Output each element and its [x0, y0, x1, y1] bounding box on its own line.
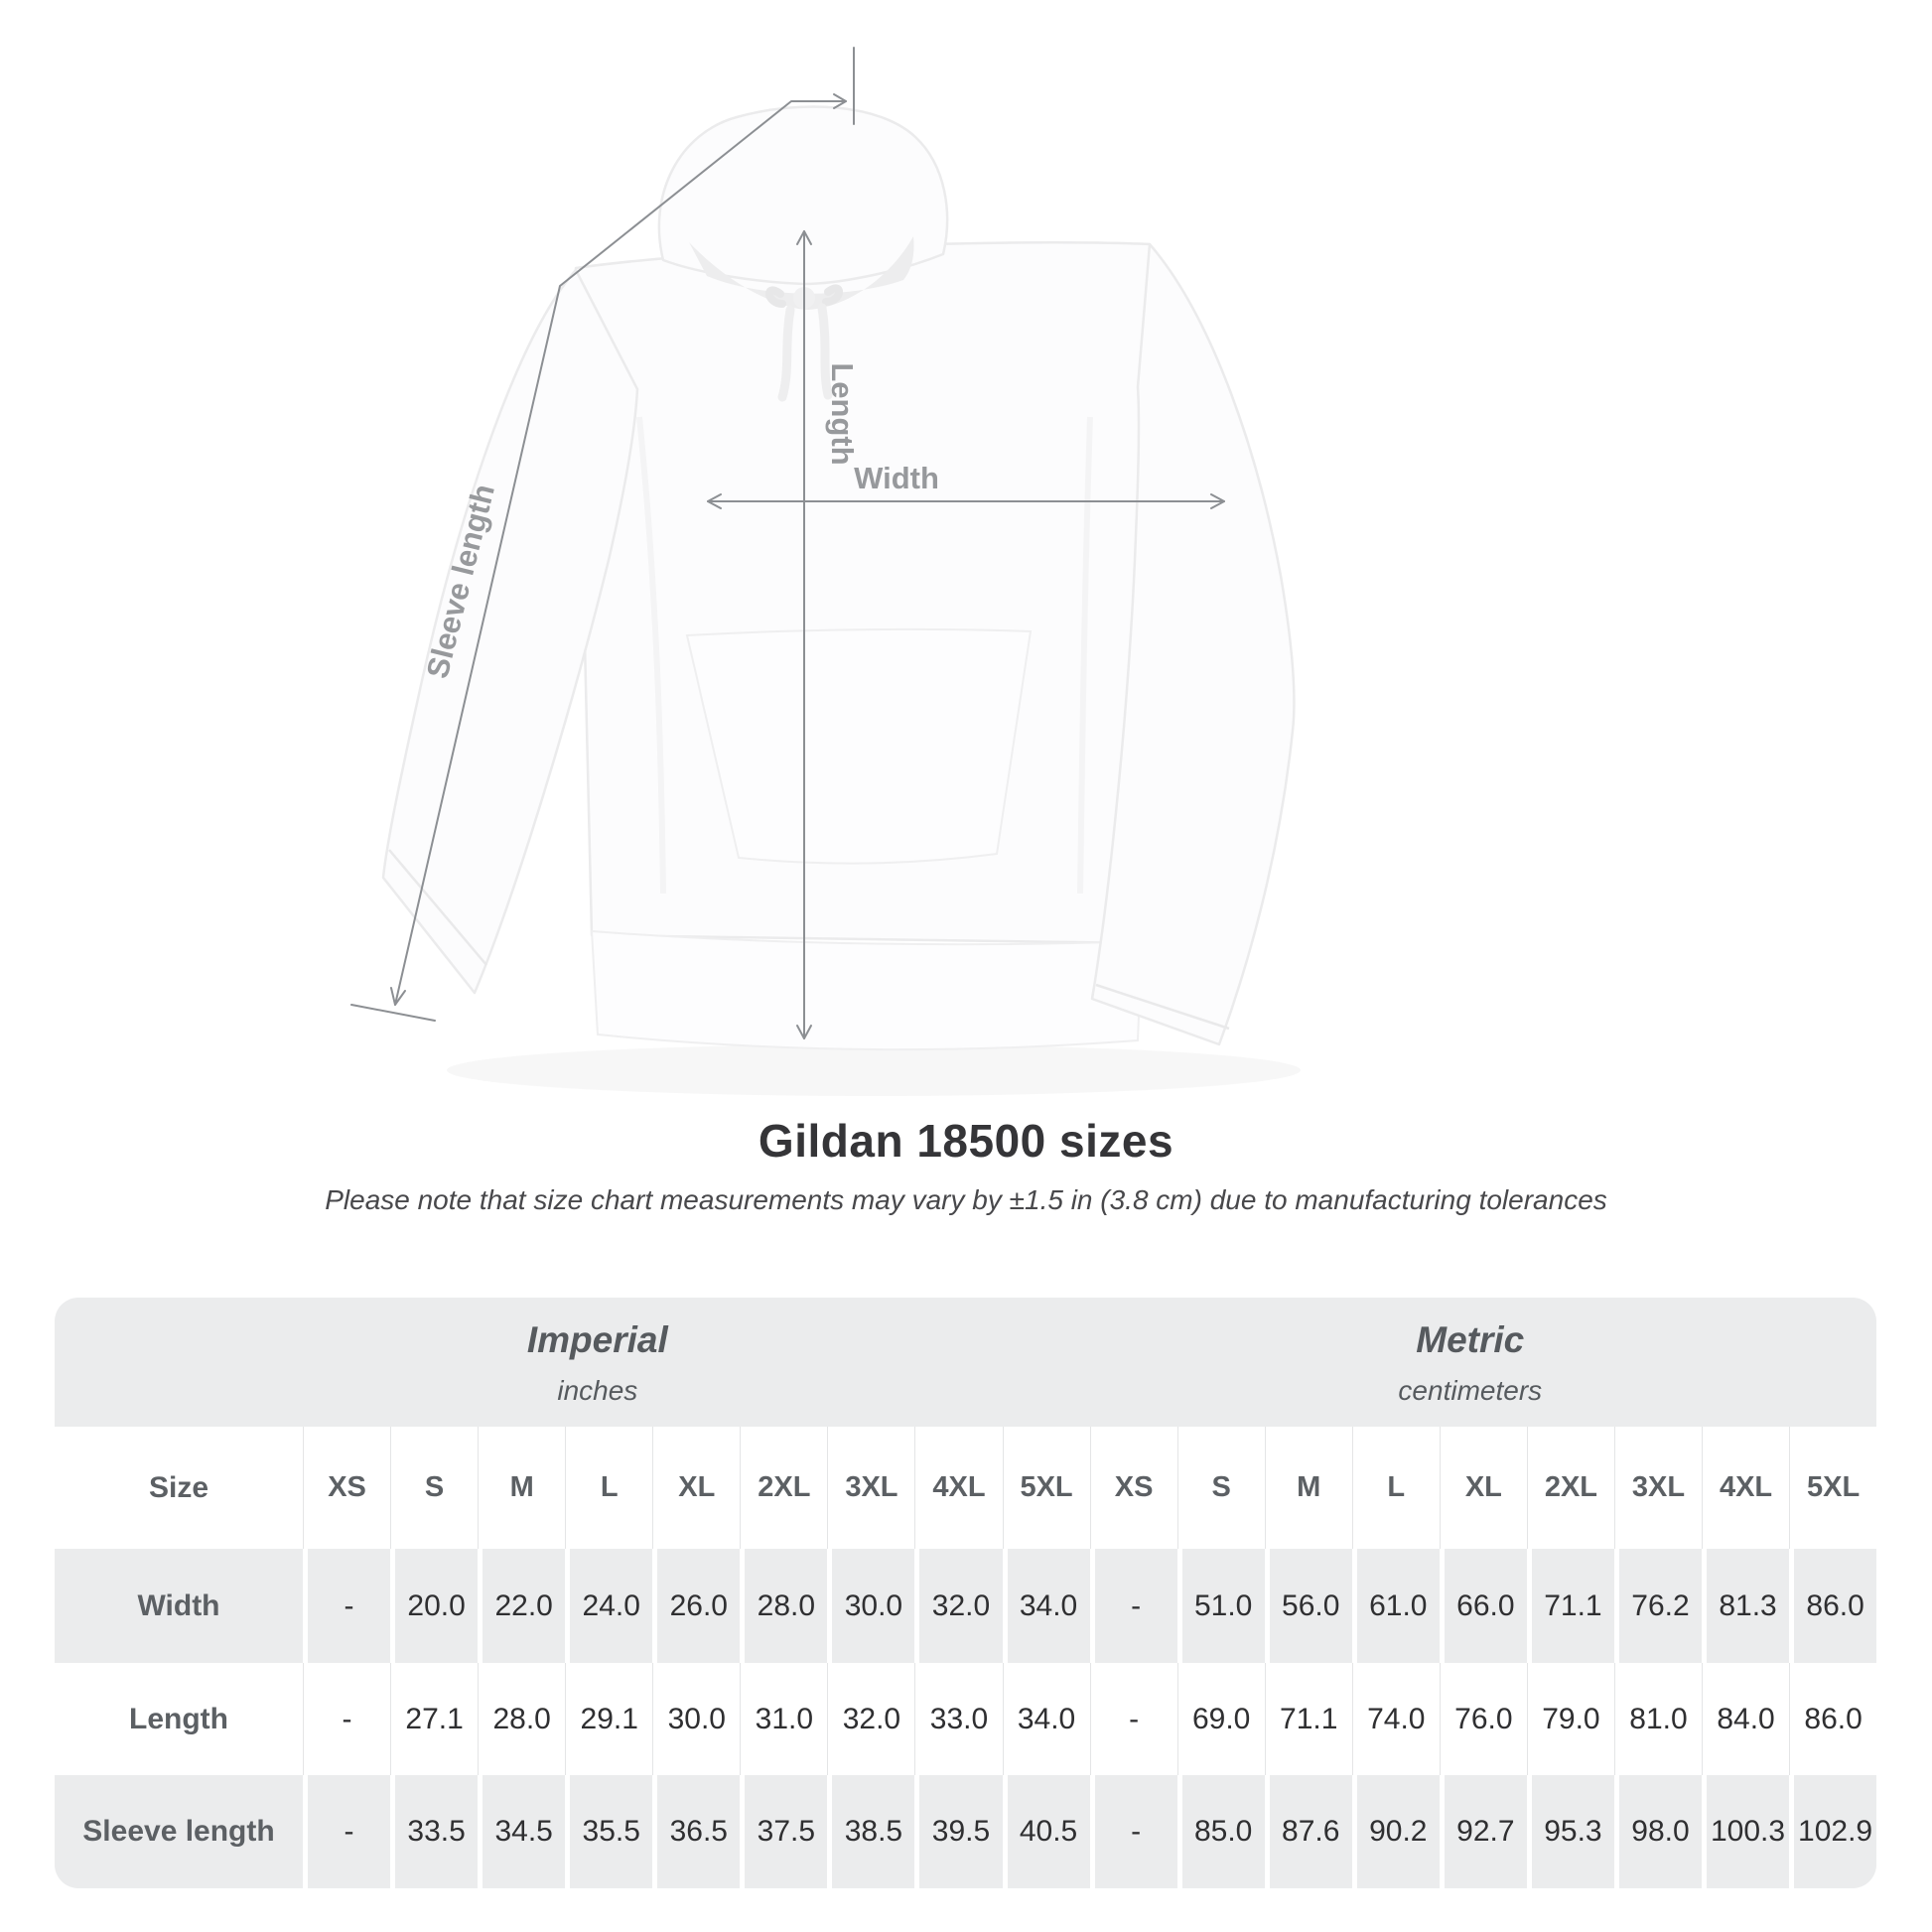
tolerance-note: Please note that size chart measurements may vary by ±1.5 in (3.8 cm) due to manufacturing tolerances: [325, 1184, 1607, 1215]
page-title: Gildan 18500 sizes: [758, 1115, 1174, 1167]
size-column-header: M: [478, 1427, 565, 1549]
measurement-value-cell: -: [303, 1663, 390, 1775]
measurement-value-cell: 71.1: [1265, 1663, 1352, 1775]
measurement-value-cell: 69.0: [1177, 1663, 1265, 1775]
measurement-value-cell: 26.0: [652, 1549, 740, 1663]
size-header-row: [55, 1427, 1876, 1549]
measurement-value-cell: 30.0: [827, 1549, 914, 1663]
metric-label: Metric: [1416, 1319, 1525, 1360]
metric-sublabel: centimeters: [1398, 1375, 1543, 1406]
measurement-value-cell: 84.0: [1702, 1663, 1789, 1775]
measurement-value-cell: 34.0: [1003, 1549, 1090, 1663]
measurement-value-cell: 56.0: [1265, 1549, 1352, 1663]
measurement-value-cell: 86.0: [1789, 1549, 1876, 1663]
size-column-header: 3XL: [1614, 1427, 1702, 1549]
measurement-value-cell: 76.0: [1440, 1663, 1527, 1775]
measurement-value-cell: -: [303, 1775, 390, 1888]
row-label-sleeve-length: Sleeve length: [55, 1775, 303, 1888]
size-column-header: S: [390, 1427, 478, 1549]
size-column-header: 4XL: [914, 1427, 1002, 1549]
size-header-label: Size: [148, 1470, 209, 1504]
measurement-value-cell: 74.0: [1352, 1663, 1440, 1775]
size-column-header: M: [1265, 1427, 1352, 1549]
width-label: Width: [854, 461, 939, 495]
measurement-value-cell: 34.0: [1003, 1663, 1090, 1775]
measurement-value-cell: -: [1090, 1775, 1177, 1888]
sleeve-length-label: Sleeve length: [419, 481, 501, 682]
size-column-header: 4XL: [1702, 1427, 1789, 1549]
measurement-value-cell: 28.0: [740, 1549, 827, 1663]
measurement-value-cell: 39.5: [914, 1775, 1002, 1888]
hoodie-illustration: [383, 106, 1295, 1049]
measurement-value-cell: 29.1: [565, 1663, 652, 1775]
measurement-value-cell: 76.2: [1614, 1549, 1702, 1663]
measurement-value-cell: 81.3: [1702, 1549, 1789, 1663]
length-row: [55, 1663, 1876, 1775]
imperial-label: Imperial: [526, 1319, 668, 1360]
size-column-header: 2XL: [1527, 1427, 1614, 1549]
measurement-value-cell: 22.0: [478, 1549, 565, 1663]
measurement-value-cell: 61.0: [1352, 1549, 1440, 1663]
measurement-value-cell: 31.0: [740, 1663, 827, 1775]
length-label: Length: [825, 362, 860, 466]
size-column-header: XS: [303, 1427, 390, 1549]
measurement-value-cell: 86.0: [1789, 1663, 1876, 1775]
measurement-value-cell: 20.0: [390, 1549, 478, 1663]
measurement-value-cell: 24.0: [565, 1549, 652, 1663]
size-guide-heading: [0, 1114, 1932, 1216]
row-label-length: Length: [129, 1702, 228, 1735]
size-chart-table: [55, 1298, 1876, 1888]
size-column-header: 2XL: [740, 1427, 827, 1549]
measurement-value-cell: 28.0: [478, 1663, 565, 1775]
measurement-value-cell: 95.3: [1527, 1775, 1614, 1888]
measurement-value-cell: 32.0: [827, 1663, 914, 1775]
measurement-value-cell: 30.0: [652, 1663, 740, 1775]
size-column-header: 5XL: [1003, 1427, 1090, 1549]
size-column-header: 3XL: [827, 1427, 914, 1549]
size-column-header: S: [1177, 1427, 1265, 1549]
measurement-value-cell: -: [303, 1549, 390, 1663]
measurement-value-cell: 85.0: [1177, 1775, 1265, 1888]
kangaroo-pocket: [687, 629, 1031, 864]
width-row: [55, 1549, 1876, 1663]
measurement-value-cell: 34.5: [478, 1775, 565, 1888]
row-label-width: Width: [55, 1549, 303, 1663]
measurement-value-cell: 51.0: [1177, 1549, 1265, 1663]
measurement-value-cell: 27.1: [390, 1663, 478, 1775]
measurement-value-cell: 98.0: [1614, 1775, 1702, 1888]
measurement-value-cell: 36.5: [652, 1775, 740, 1888]
measurement-value-cell: 92.7: [1440, 1775, 1527, 1888]
size-column-header: XL: [1440, 1427, 1527, 1549]
measurement-value-cell: 33.5: [390, 1775, 478, 1888]
units-header-row: [55, 1298, 1876, 1427]
size-column-header: L: [565, 1427, 652, 1549]
size-column-header: L: [1352, 1427, 1440, 1549]
measurement-value-cell: 90.2: [1352, 1775, 1440, 1888]
measurement-value-cell: 32.0: [914, 1549, 1002, 1663]
size-column-header: XS: [1090, 1427, 1177, 1549]
size-column-header: XL: [652, 1427, 740, 1549]
metric-units-header: [1398, 1319, 1542, 1407]
measurement-value-cell: 38.5: [827, 1775, 914, 1888]
measurement-value-cell: 100.3: [1702, 1775, 1789, 1888]
imperial-sublabel: inches: [557, 1375, 638, 1406]
measurement-value-cell: -: [1090, 1549, 1177, 1663]
measurement-value-cell: 35.5: [565, 1775, 652, 1888]
measurement-value-cell: 66.0: [1440, 1549, 1527, 1663]
measurement-value-cell: 71.1: [1527, 1549, 1614, 1663]
measurement-value-cell: 79.0: [1527, 1663, 1614, 1775]
hoodie-shadow: [447, 1044, 1301, 1096]
measurement-value-cell: 87.6: [1265, 1775, 1352, 1888]
measurement-value-cell: 33.0: [914, 1663, 1002, 1775]
sleeve-length-row: [55, 1775, 1876, 1888]
measurement-value-cell: 102.9: [1789, 1775, 1876, 1888]
measurement-value-cell: -: [1090, 1663, 1177, 1775]
imperial-units-header: [527, 1319, 668, 1407]
size-column-header: 5XL: [1789, 1427, 1876, 1549]
measurement-value-cell: 37.5: [740, 1775, 827, 1888]
measurement-value-cell: 40.5: [1003, 1775, 1090, 1888]
measurement-value-cell: 81.0: [1614, 1663, 1702, 1775]
